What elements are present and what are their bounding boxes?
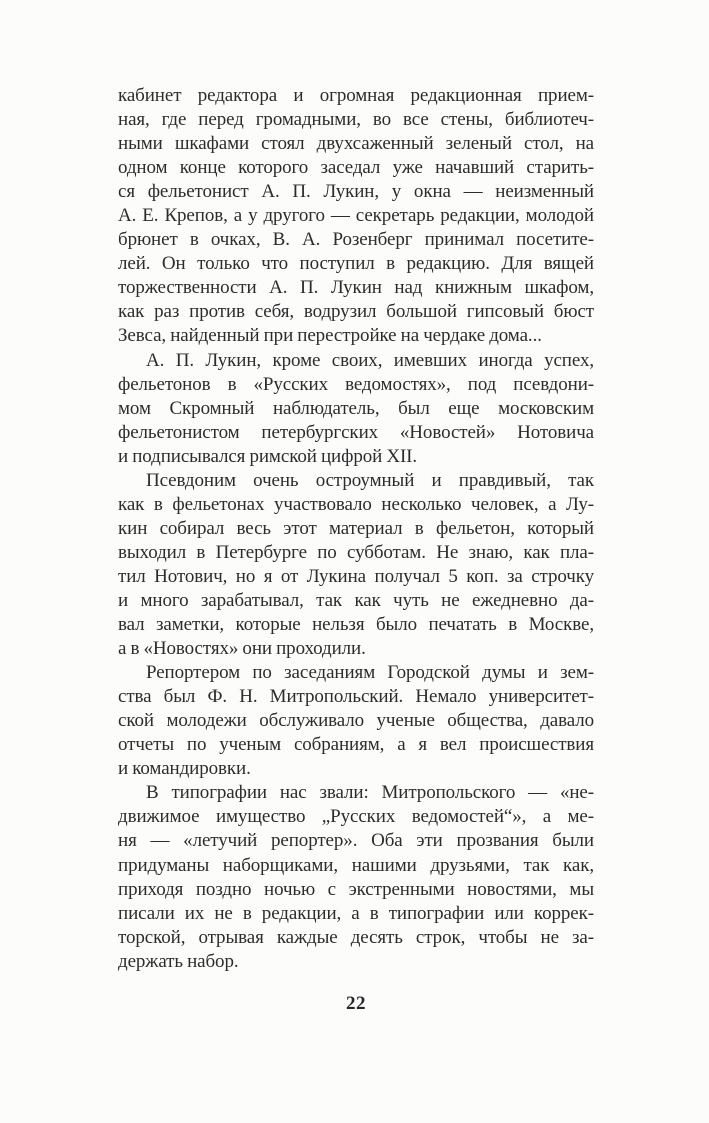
- paragraph: [118, 84, 594, 349]
- text-line: как раз против себя, водрузил большой гипсовый бюст: [118, 301, 594, 323]
- text-line: как в фельетонах участвовало несколько человек, а Лу-: [118, 493, 594, 515]
- text-line: ся фельетонист А. П. Лукин, у окна — неизменный: [118, 181, 594, 203]
- text-line: Псевдоним очень остроумный и правдивый, так: [146, 469, 594, 491]
- paragraph: [118, 781, 594, 973]
- text-line: держать набор.: [118, 950, 239, 972]
- text-line: торской, отрывая каждые десять строк, чтобы не за-: [118, 926, 594, 948]
- text-line: и много зарабатывал, так как чуть не ежедневно да-: [118, 589, 594, 611]
- text-line: кин собирал весь этот материал в фельетон, который: [118, 517, 594, 539]
- text-line: одном конце которого заседал уже начавший старить-: [118, 157, 594, 179]
- text-line: торжественности А. П. Лукин над книжным шкафом,: [118, 277, 594, 299]
- text-line: движимое имущество „Русских ведомостей“», а ме-: [118, 806, 594, 828]
- text-line: и подписывался римской цифрой XII.: [118, 445, 418, 467]
- text-line: Репортером по заседаниям Городской думы и зем-: [146, 662, 594, 684]
- text-line: мом Скромный наблюдатель, был еще московским: [118, 397, 594, 419]
- text-line: В типографии нас звали: Митропольского — «не-: [146, 782, 594, 804]
- text-line: тил Нотович, но я от Лукина получал 5 коп. за строчку: [118, 565, 594, 587]
- text-line: отчеты по ученым собраниям, а я вел происшествия: [118, 734, 594, 756]
- text-line: ными шкафами стоял двухсаженный зеленый стол, на: [118, 133, 594, 155]
- text-line: ня — «летучий репортер». Оба эти прозвания были: [118, 830, 594, 852]
- page-text-block: [118, 84, 594, 974]
- text-line: а в «Новостях» они проходили.: [118, 638, 366, 660]
- text-line: фельетонов в «Русских ведомостях», под псевдони-: [118, 373, 594, 395]
- text-line: писали их не в редакции, а в типографии или коррек-: [118, 902, 594, 924]
- text-line: фельетонистом петербургских «Новостей» Нотовича: [118, 421, 594, 443]
- paragraph: [118, 469, 594, 661]
- text-line: лей. Он только что поступил в редакцию. Для вящей: [118, 253, 594, 275]
- text-line: ная, где перед громадными, во все стены, библиотеч-: [118, 109, 594, 131]
- text-line: приходя поздно ночью с экстренными новостями, мы: [118, 878, 594, 900]
- text-line: А. П. Лукин, кроме своих, имевших иногда успех,: [146, 349, 594, 371]
- text-line: Зевса, найденный при перестройке на чердаке дома...: [118, 325, 542, 347]
- text-line: кабинет редактора и огромная редакционная прием-: [118, 85, 594, 106]
- text-line: выходил в Петербурге по субботам. Не знаю, как пла-: [118, 541, 594, 563]
- page-number: 22: [346, 993, 366, 1014]
- text-line: и командировки.: [118, 758, 251, 780]
- text-line: вал заметки, которые нельзя было печатать в Москве,: [118, 614, 594, 636]
- text-line: ства был Ф. Н. Митропольский. Немало университет-: [118, 686, 594, 708]
- paragraph: [118, 349, 594, 469]
- text-line: придуманы наборщиками, нашими друзьями, так как,: [118, 854, 594, 876]
- paragraph: [118, 661, 594, 781]
- text-line: А. Е. Крепов, а у другого — секретарь редакции, молодой: [118, 205, 594, 227]
- text-line: брюнет в очках, В. А. Розенберг принимал посетите-: [118, 229, 594, 251]
- text-line: ской молодежи обслуживало ученые общества, давало: [118, 710, 594, 732]
